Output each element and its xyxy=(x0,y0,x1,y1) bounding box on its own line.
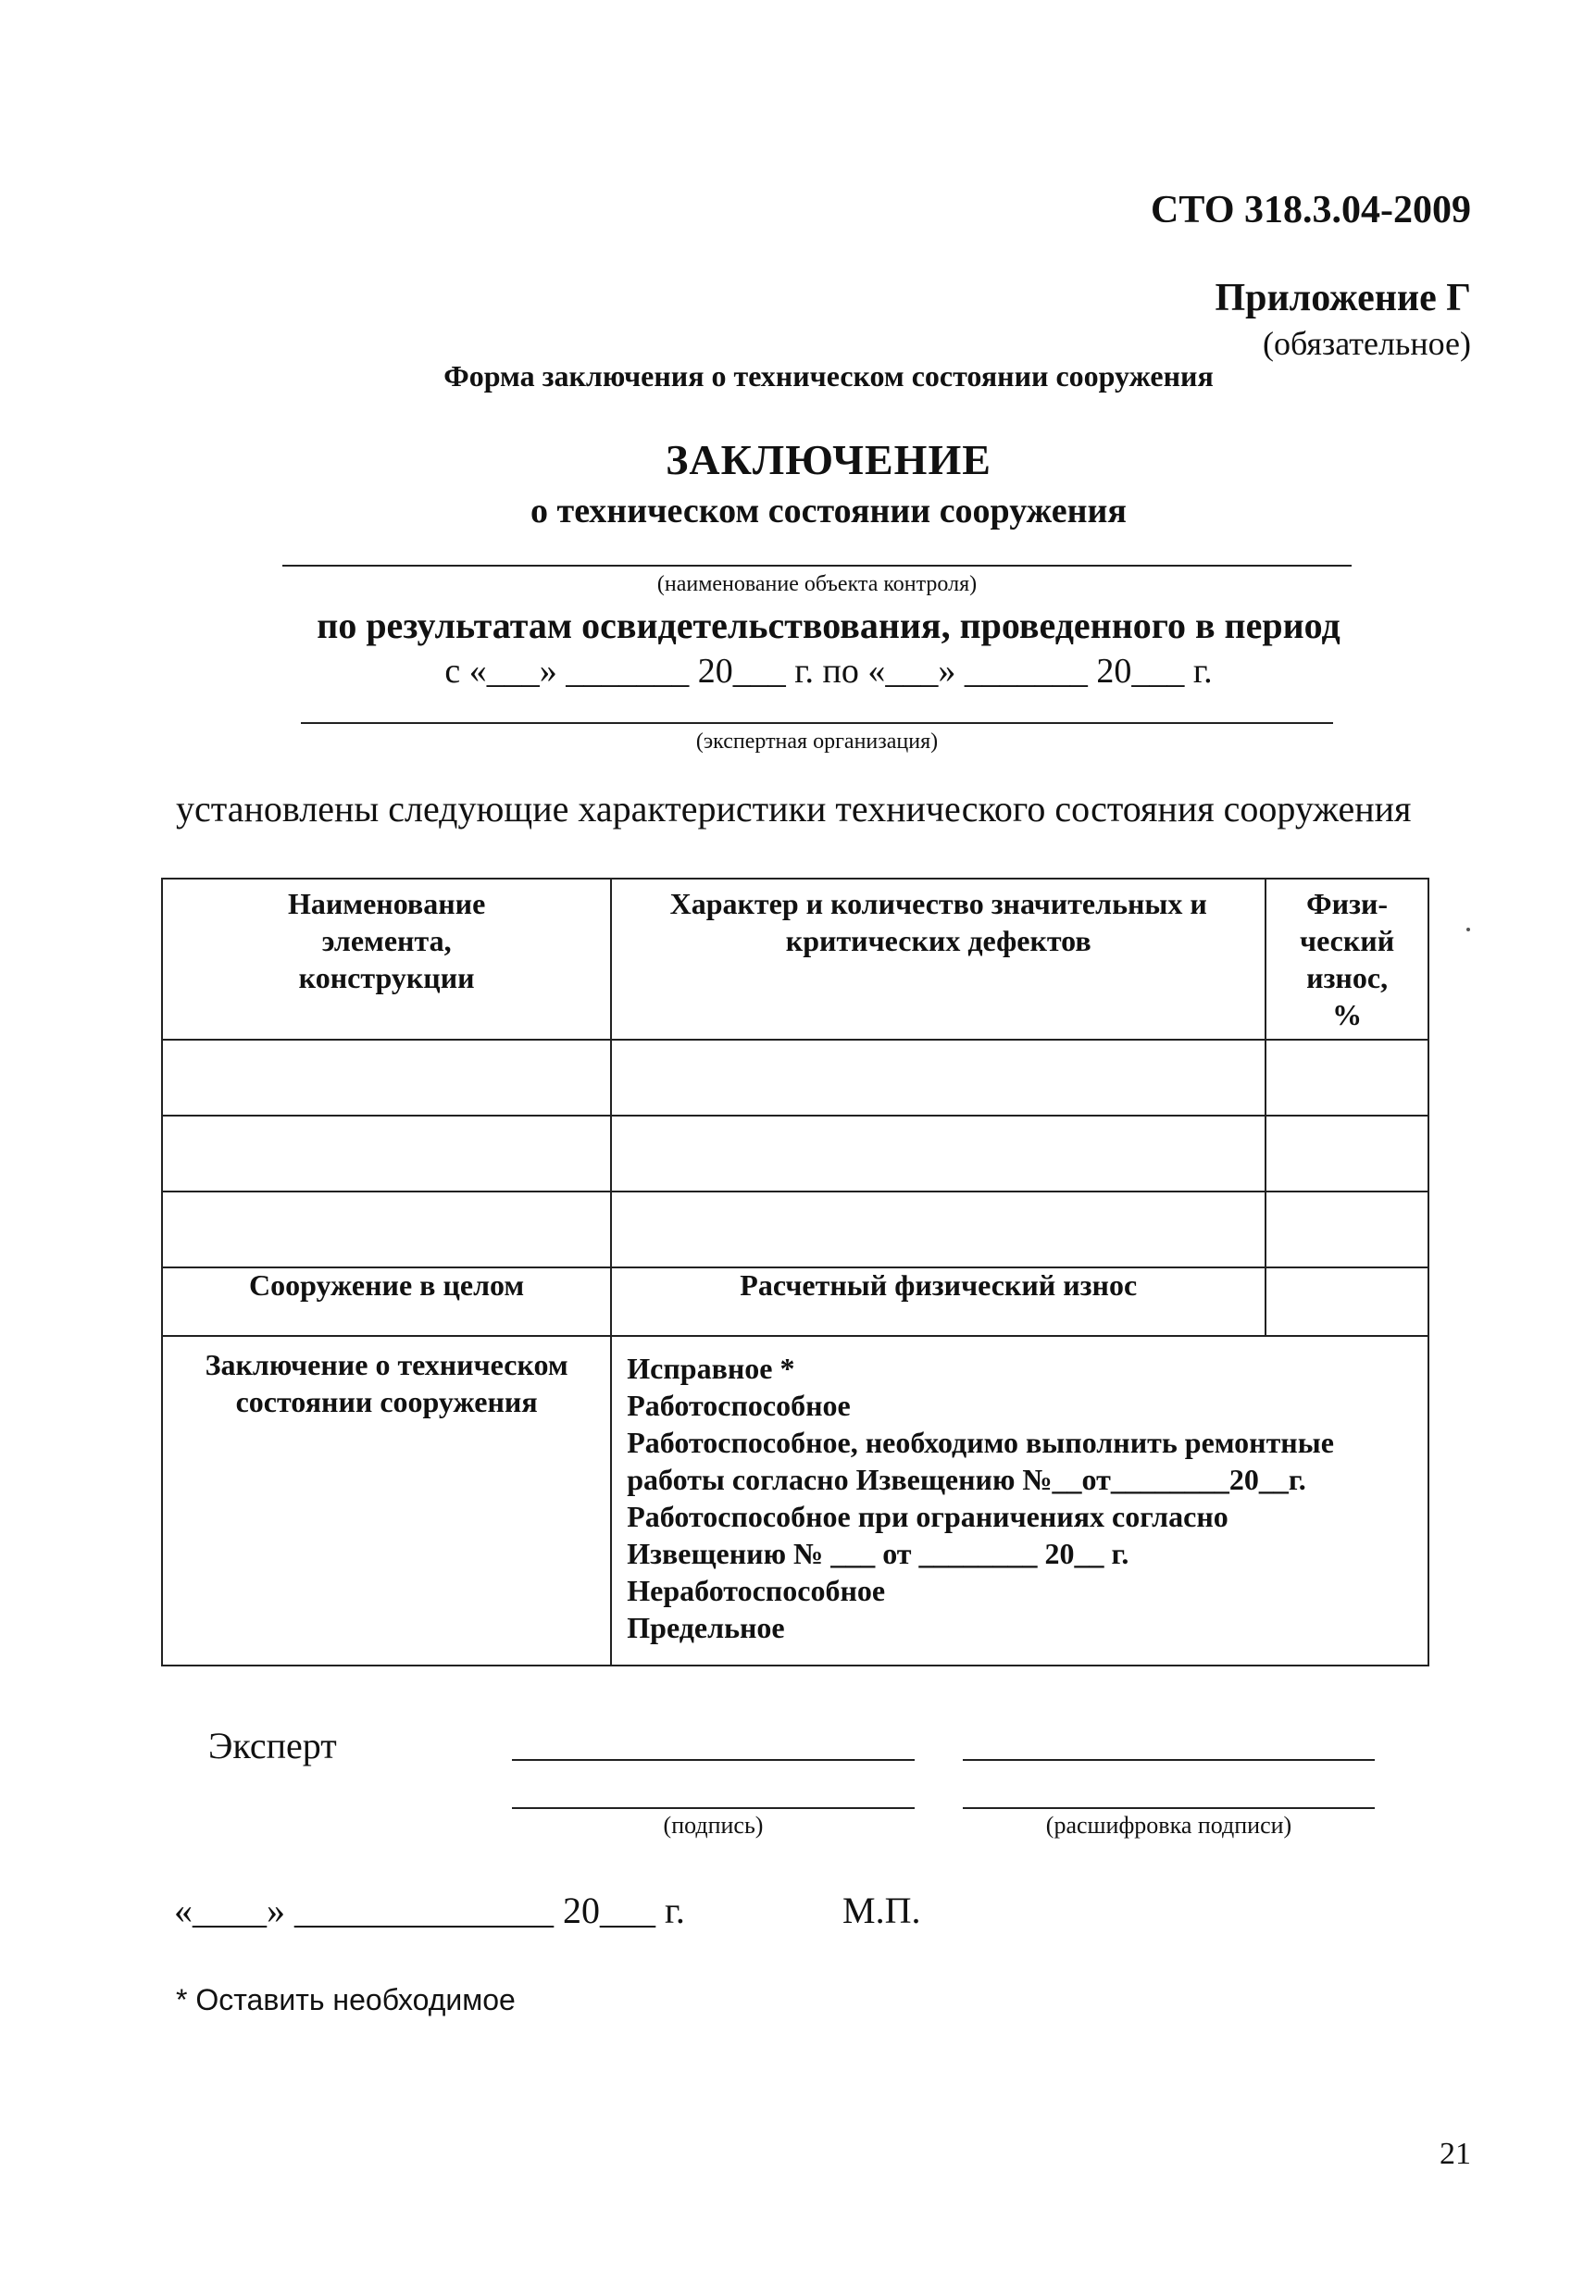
table-cell[interactable] xyxy=(1266,1116,1428,1192)
signature-line-2[interactable] xyxy=(512,1807,915,1809)
expert-label: Эксперт xyxy=(208,1725,337,1766)
status-option[interactable]: Работоспособное, необходимо выполнить ремонтные xyxy=(627,1426,1334,1459)
table-cell[interactable] xyxy=(1266,1040,1428,1116)
table-row xyxy=(162,1192,1428,1267)
whole-structure-label: Сооружение в целом xyxy=(162,1267,611,1336)
page-title: ЗАКЛЮЧЕНИЕ xyxy=(666,436,991,483)
status-option[interactable]: Исправное * xyxy=(627,1352,795,1385)
date-line[interactable]: «____» ______________ 20___ г. xyxy=(174,1890,685,1931)
table-cell[interactable] xyxy=(162,1116,611,1192)
calc-wear-value[interactable] xyxy=(1266,1267,1428,1336)
table-cell[interactable] xyxy=(1266,1192,1428,1267)
table-row xyxy=(162,1040,1428,1116)
header-wear: Физи-ческий износ, % xyxy=(1266,879,1428,1040)
table-header-row xyxy=(162,879,1428,1040)
status-option[interactable]: Неработоспособное xyxy=(627,1574,886,1607)
calc-wear-label: Расчетный физический износ xyxy=(611,1267,1266,1336)
status-option[interactable]: Предельное xyxy=(627,1611,785,1644)
signature-line-1[interactable] xyxy=(512,1759,915,1761)
survey-line: по результатам освидетельствования, проведенного в период xyxy=(317,605,1340,646)
page-number: 21 xyxy=(1440,2137,1471,2171)
status-option[interactable]: Работоспособное при ограничениях согласно xyxy=(627,1500,1228,1533)
whole-structure-row xyxy=(162,1267,1428,1336)
decoding-line-1[interactable] xyxy=(963,1759,1375,1761)
stamp-label: М.П. xyxy=(842,1890,921,1931)
intro-text: установлены следующие характеристики технического состояния сооружения xyxy=(176,788,1412,830)
table-cell[interactable] xyxy=(162,1040,611,1116)
document-code: СТО 318.3.04-2009 xyxy=(1151,189,1471,231)
form-caption: Форма заключения о техническом состоянии сооружения xyxy=(443,359,1214,393)
header-defects: Характер и количество значительных и критических дефектов xyxy=(611,879,1266,1040)
footnote: * Оставить необходимое xyxy=(176,1983,516,2016)
table-row xyxy=(162,1116,1428,1192)
conclusion-label: Заключение о техническом состоянии сооружения xyxy=(162,1336,611,1666)
object-caption: (наименование объекта контроля) xyxy=(656,572,978,596)
status-option-continued: работы согласно Извещению №__от________20__г. xyxy=(627,1463,1306,1496)
conclusion-row xyxy=(162,1336,1428,1666)
org-caption: (экспертная организация) xyxy=(695,730,939,754)
decoding-caption: (расшифровка подписи) xyxy=(1045,1812,1292,1839)
period-line: с «___» _______ 20___ г. по «___» _______ 20___ г. xyxy=(444,652,1213,691)
condition-table xyxy=(161,878,1429,1666)
table-cell[interactable] xyxy=(162,1192,611,1267)
org-name-line xyxy=(301,722,1333,724)
header-element: Наименование элемента, конструкции xyxy=(162,879,611,1040)
decoding-line-2[interactable] xyxy=(963,1807,1375,1809)
scan-speck xyxy=(1466,928,1470,931)
page-subtitle: о техническом состоянии сооружения xyxy=(530,492,1127,530)
table-cell[interactable] xyxy=(611,1116,1266,1192)
table-cell[interactable] xyxy=(611,1192,1266,1267)
signature-caption: (подпись) xyxy=(663,1812,764,1839)
appendix-note: (обязательное) xyxy=(1263,325,1471,362)
table-cell[interactable] xyxy=(611,1040,1266,1116)
status-option-continued: Извещению № ___ от ________ 20__ г. xyxy=(627,1537,1129,1570)
status-options xyxy=(611,1336,1428,1666)
appendix-title: Приложение Г xyxy=(1215,277,1471,319)
object-name-line xyxy=(282,565,1352,567)
status-option[interactable]: Работоспособное xyxy=(627,1389,851,1422)
